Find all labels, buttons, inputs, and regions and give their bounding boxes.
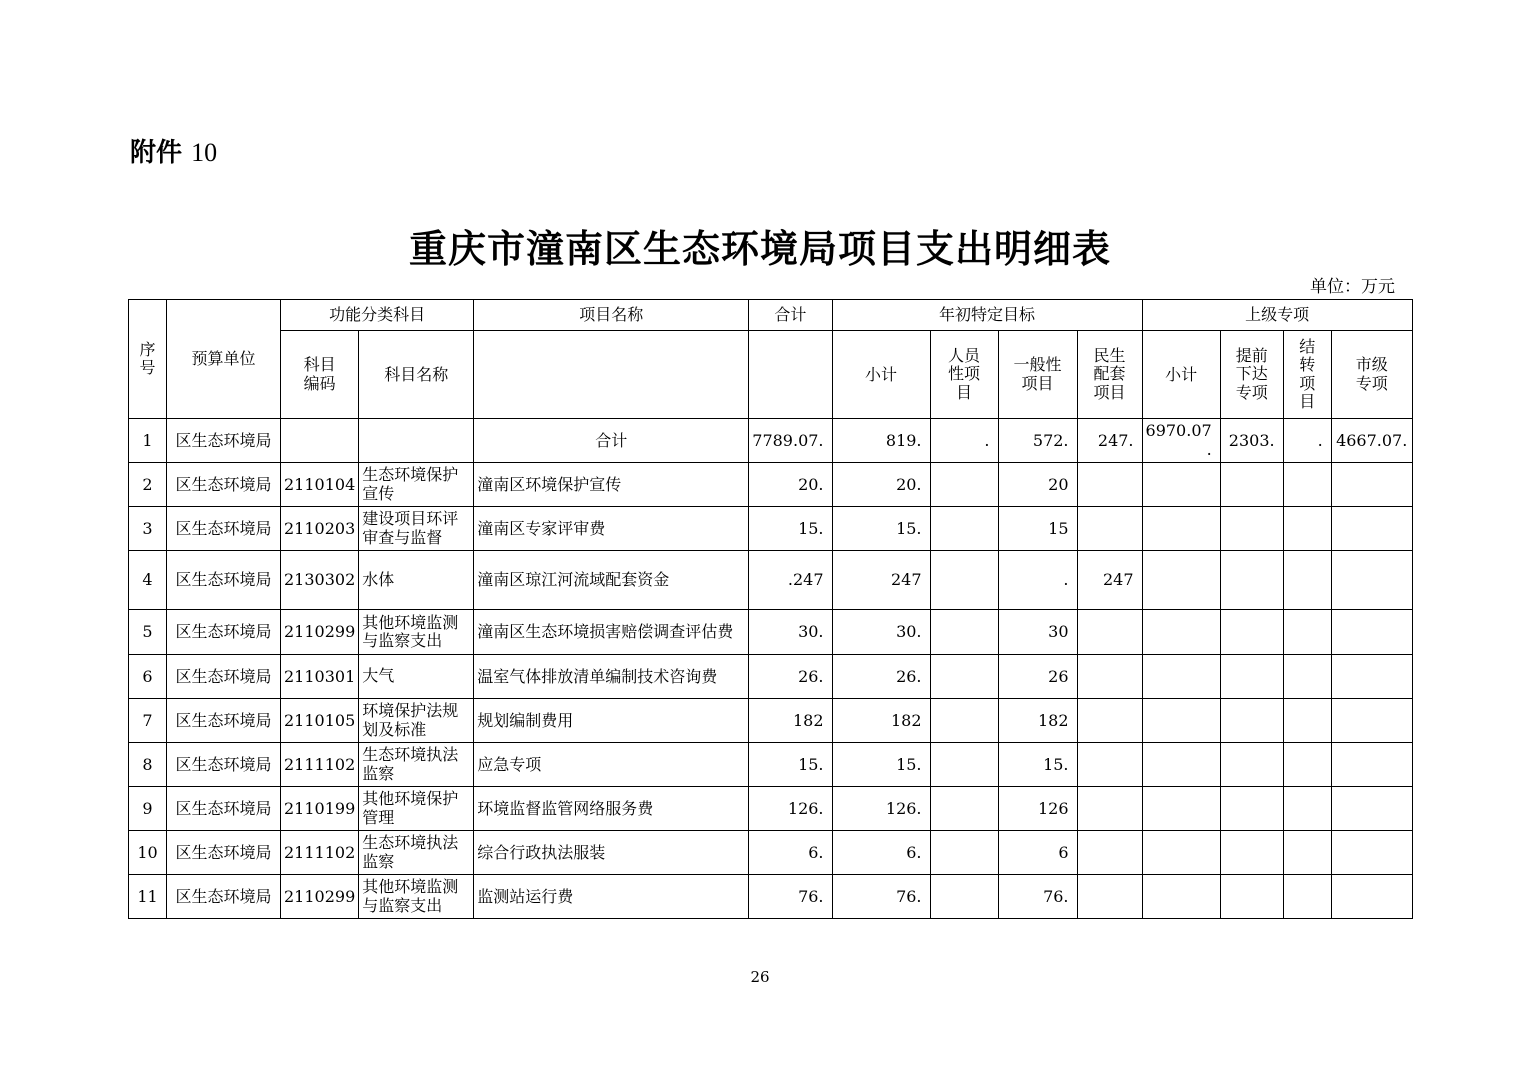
table-row [129,507,1413,551]
unit-label: 单位：万元 [1310,277,1395,297]
cell-us-city: 4667.07. [1331,419,1412,463]
cell-at-subtotal: 20. [832,463,930,507]
cell-at-livelihood [1077,875,1142,919]
header-seq: 序号 [129,300,167,419]
cell-seq: 3 [129,507,167,551]
cell-us-advance [1220,551,1283,610]
cell-total: 126. [749,787,832,831]
cell-unit: 区生态环境局 [167,655,281,699]
cell-at-livelihood [1077,610,1142,655]
cell-us-carryover [1283,655,1331,699]
header-us-carryover: 结转项目 [1283,331,1331,419]
document-title: 重庆市潼南区生态环境局项目支出明细表 [408,227,1111,271]
cell-project-name: 潼南区琼江河流域配套资金 [474,551,749,610]
cell-total: 7789.07. [749,419,832,463]
cell-us-carryover [1283,743,1331,787]
cell-us-advance [1220,875,1283,919]
cell-subject-name: 水体 [359,551,474,610]
cell-at-subtotal: 247 [832,551,930,610]
cell-subject-code: 2130302 [281,551,359,610]
cell-at-general: 126 [998,787,1077,831]
header-total: 合计 [749,300,832,331]
cell-at-general: 20 [998,463,1077,507]
cell-total: 15. [749,743,832,787]
cell-us-carryover [1283,507,1331,551]
cell-subject-code: 2111102 [281,831,359,875]
cell-total: 30. [749,610,832,655]
cell-at-livelihood [1077,743,1142,787]
cell-subject-code: 2110299 [281,610,359,655]
cell-us-subtotal [1142,551,1220,610]
cell-us-city [1331,699,1412,743]
cell-subject-name: 生态环境执法监察 [359,831,474,875]
header-us-advance: 提前下达专项 [1220,331,1283,419]
cell-us-carryover [1283,875,1331,919]
header-project-blank [474,331,749,419]
cell-us-carryover [1283,551,1331,610]
cell-seq: 7 [129,699,167,743]
cell-at-livelihood [1077,507,1142,551]
cell-us-advance [1220,743,1283,787]
cell-at-personnel [930,787,998,831]
header-subject-code: 科目编码 [281,331,359,419]
header-at-subtotal: 小计 [832,331,930,419]
cell-us-city [1331,787,1412,831]
cell-at-personnel [930,699,998,743]
cell-seq: 5 [129,610,167,655]
cell-at-personnel [930,463,998,507]
cell-subject-code: 2110105 [281,699,359,743]
cell-at-livelihood: 247. [1077,419,1142,463]
cell-project-name: 规划编制费用 [474,699,749,743]
cell-us-city [1331,831,1412,875]
cell-seq: 6 [129,655,167,699]
cell-subject-name [359,419,474,463]
cell-project-name: 温室气体排放清单编制技术咨询费 [474,655,749,699]
page-number: 26 [750,968,770,986]
cell-total: 182 [749,699,832,743]
cell-us-subtotal [1142,655,1220,699]
cell-at-general: 76. [998,875,1077,919]
cell-us-subtotal [1142,787,1220,831]
cell-us-carryover [1283,831,1331,875]
table-row [129,655,1413,699]
cell-subject-code: 2110199 [281,787,359,831]
cell-us-city [1331,655,1412,699]
cell-subject-name: 生态环境保护宣传 [359,463,474,507]
cell-us-city [1331,743,1412,787]
header-project-name: 项目名称 [474,300,749,331]
cell-us-carryover: . [1283,419,1331,463]
cell-total: 6. [749,831,832,875]
cell-at-personnel: . [930,419,998,463]
header-func-class: 功能分类科目 [281,300,474,331]
cell-seq: 10 [129,831,167,875]
cell-at-subtotal: 6. [832,831,930,875]
cell-project-name: 合计 [474,419,749,463]
cell-at-subtotal: 15. [832,507,930,551]
cell-at-subtotal: 26. [832,655,930,699]
cell-subject-code [281,419,359,463]
cell-at-personnel [930,507,998,551]
cell-at-general: 6 [998,831,1077,875]
cell-us-carryover [1283,787,1331,831]
cell-seq: 11 [129,875,167,919]
cell-at-general: 182 [998,699,1077,743]
table-row [129,787,1413,831]
cell-total: 20. [749,463,832,507]
cell-at-personnel [930,743,998,787]
cell-us-subtotal [1142,463,1220,507]
cell-at-general: 26 [998,655,1077,699]
cell-us-city [1331,875,1412,919]
cell-unit: 区生态环境局 [167,699,281,743]
cell-subject-code: 2110299 [281,875,359,919]
cell-subject-name: 其他环境监测与监察支出 [359,875,474,919]
header-at-livelihood: 民生配套项目 [1077,331,1142,419]
cell-us-advance [1220,655,1283,699]
cell-subject-name: 大气 [359,655,474,699]
cell-at-general: 572. [998,419,1077,463]
cell-us-city [1331,463,1412,507]
header-us-subtotal: 小计 [1142,331,1220,419]
cell-at-livelihood [1077,787,1142,831]
cell-project-name: 监测站运行费 [474,875,749,919]
cell-unit: 区生态环境局 [167,831,281,875]
cell-us-subtotal [1142,507,1220,551]
cell-us-subtotal [1142,831,1220,875]
cell-unit: 区生态环境局 [167,507,281,551]
cell-us-subtotal-line1: 6970.07 [1145,421,1212,440]
cell-unit: 区生态环境局 [167,610,281,655]
cell-at-personnel [930,610,998,655]
cell-at-general: 15. [998,743,1077,787]
cell-unit: 区生态环境局 [167,787,281,831]
cell-at-livelihood [1077,655,1142,699]
attachment-number: 10 [191,138,218,167]
cell-at-subtotal: 126. [832,787,930,831]
cell-seq: 9 [129,787,167,831]
cell-unit: 区生态环境局 [167,875,281,919]
cell-us-advance [1220,463,1283,507]
header-at-general: 一般性项目 [998,331,1077,419]
cell-us-subtotal [1142,699,1220,743]
cell-seq: 2 [129,463,167,507]
cell-at-personnel [930,875,998,919]
cell-seq: 8 [129,743,167,787]
cell-at-subtotal: 15. [832,743,930,787]
cell-subject-code: 2110203 [281,507,359,551]
cell-us-advance [1220,507,1283,551]
cell-project-name: 环境监督监管网络服务费 [474,787,749,831]
header-at-personnel: 人员性项目 [930,331,998,419]
expense-table [128,299,1413,919]
header-subject-name: 科目名称 [359,331,474,419]
header-upper-special: 上级专项 [1142,300,1412,331]
cell-us-subtotal [1142,743,1220,787]
cell-us-subtotal-line2: . [1206,440,1212,460]
cell-unit: 区生态环境局 [167,463,281,507]
cell-at-livelihood [1077,463,1142,507]
cell-us-advance: 2303. [1220,419,1283,463]
cell-subject-name: 环境保护法规划及标准 [359,699,474,743]
header-annual-target: 年初特定目标 [832,300,1142,331]
cell-at-general: . [998,551,1077,610]
cell-at-personnel [930,655,998,699]
cell-at-subtotal: 76. [832,875,930,919]
cell-us-carryover [1283,610,1331,655]
cell-us-advance [1220,610,1283,655]
header-total-blank [749,331,832,419]
cell-project-name: 潼南区专家评审费 [474,507,749,551]
cell-unit: 区生态环境局 [167,743,281,787]
cell-subject-code: 2110104 [281,463,359,507]
cell-at-general: 15 [998,507,1077,551]
cell-us-subtotal [1142,610,1220,655]
cell-us-advance [1220,787,1283,831]
cell-us-carryover [1283,699,1331,743]
cell-subject-name: 建设项目环评审查与监督 [359,507,474,551]
table-row [129,875,1413,919]
cell-us-subtotal [1142,419,1220,463]
attachment-label [130,132,217,169]
header-us-city: 市级专项 [1331,331,1412,419]
cell-us-carryover [1283,463,1331,507]
table-row [129,699,1413,743]
cell-total: 26. [749,655,832,699]
table-row [129,831,1413,875]
table-row [129,743,1413,787]
table-row [129,551,1413,610]
cell-at-subtotal: 819. [832,419,930,463]
cell-total: 76. [749,875,832,919]
cell-at-livelihood: 247 [1077,551,1142,610]
attachment-prefix: 附件 [130,138,183,168]
cell-us-city [1331,610,1412,655]
table-row [129,610,1413,655]
table-row [129,463,1413,507]
cell-unit: 区生态环境局 [167,419,281,463]
cell-us-city [1331,507,1412,551]
cell-us-subtotal [1142,875,1220,919]
cell-subject-code: 2111102 [281,743,359,787]
cell-project-name: 潼南区环境保护宣传 [474,463,749,507]
cell-at-livelihood [1077,831,1142,875]
cell-at-livelihood [1077,699,1142,743]
cell-at-subtotal: 182 [832,699,930,743]
cell-total: .247 [749,551,832,610]
cell-seq: 4 [129,551,167,610]
cell-at-general: 30 [998,610,1077,655]
cell-project-name: 应急专项 [474,743,749,787]
cell-seq: 1 [129,419,167,463]
cell-subject-name: 其他环境保护管理 [359,787,474,831]
cell-us-advance [1220,831,1283,875]
cell-subject-name: 其他环境监测与监察支出 [359,610,474,655]
header-unit: 预算单位 [167,300,281,419]
cell-subject-code: 2110301 [281,655,359,699]
cell-total: 15. [749,507,832,551]
cell-project-name: 潼南区生态环境损害赔偿调查评估费 [474,610,749,655]
table-row [129,419,1413,463]
cell-unit: 区生态环境局 [167,551,281,610]
cell-at-subtotal: 30. [832,610,930,655]
cell-us-advance [1220,699,1283,743]
cell-subject-name: 生态环境执法监察 [359,743,474,787]
cell-project-name: 综合行政执法服装 [474,831,749,875]
cell-at-personnel [930,551,998,610]
cell-us-city [1331,551,1412,610]
cell-at-personnel [930,831,998,875]
